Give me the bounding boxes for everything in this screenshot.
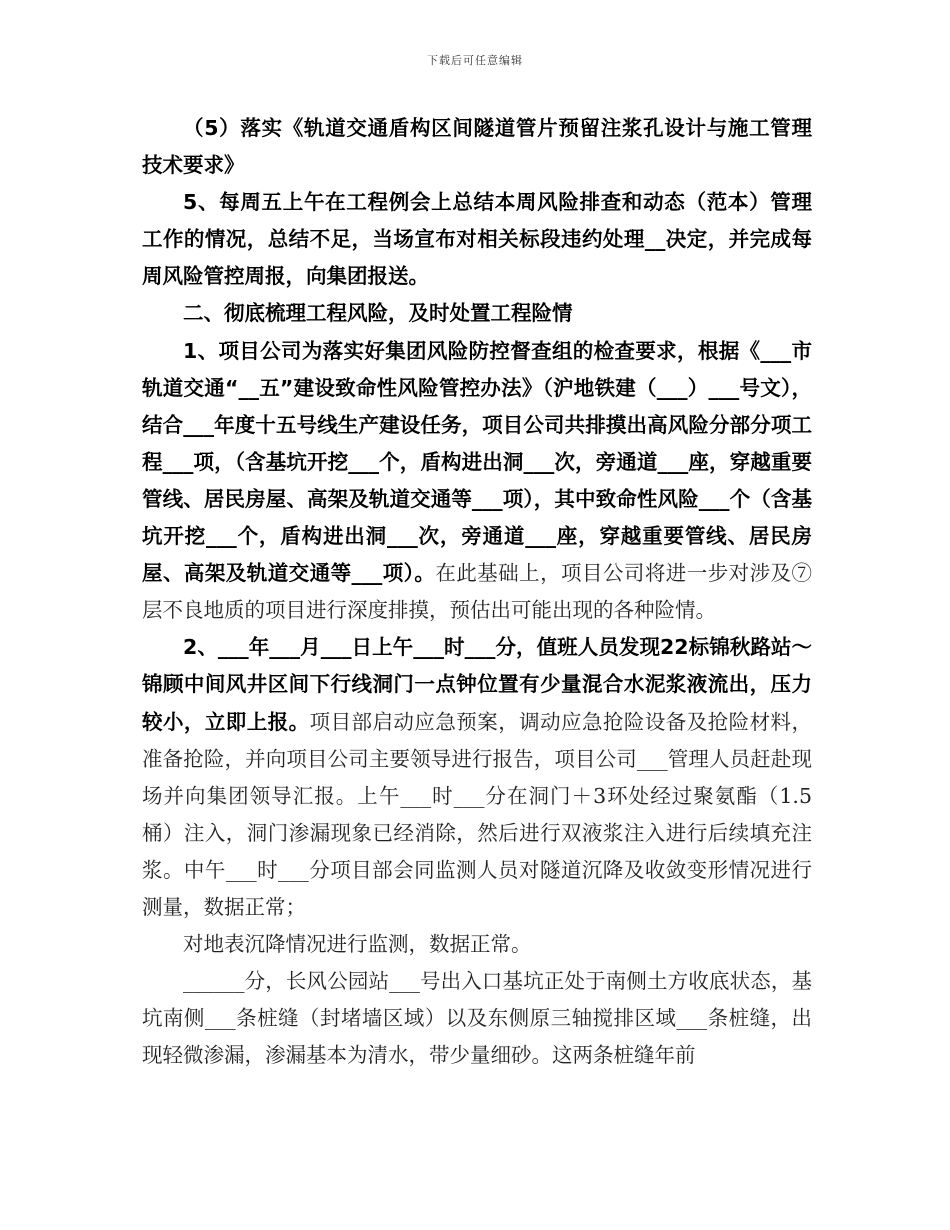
page-header: 下载后可任意编辑 (427, 54, 523, 67)
normal-text: 项目部启动应急预案，调动应急抢险设备及抢险材料，准备抢险，并向项目公司主要领导进行报告，项目公司___管理人员赶赴现场并向集团领导汇报。上午___时___分在洞门＋3环处经过聚氨酯（1.5桶）注入，洞门渗漏现象已经消除，然后进行双液浆注入进行后续填充注浆。中午___时___分项目部会同监测人员对隧道沉降及收敛变形情况进行测量，数据正常； (142, 709, 813, 919)
bold-text: 二、彻底梳理工程风险，及时处置工程险情 (183, 301, 573, 326)
paragraph-item-5 (142, 184, 812, 295)
document-body (142, 110, 812, 1074)
bold-text: 5、每周五上午在工程例会上总结本周风险排查和动态（范本）管理工作的情况，总结不足，当场宣布对相关标段违约处理__决定，并完成每周风险管控周报，向集团报送。 (142, 190, 812, 289)
paragraph-incident-report (142, 629, 812, 926)
paragraph-item-5-sub (142, 110, 812, 184)
bold-text: 2、___年___月___日上午___时___分，值班人员发现22标锦秋路站～锦顾中间风井区间下行线洞门一点钟位置有少量混合水泥浆液流出，压力较小，立即上报。 (142, 635, 812, 734)
normal-text: ______分，长风公园站___号出入口基坑正处于南侧土方收底状态，基坑南侧___条桩缝（封堵墙区域）以及东侧原三轴搅排区域___条桩缝，出现轻微渗漏，渗漏基本为清水，带少量细砂。这两条桩缝年前 (142, 969, 812, 1068)
bold-text: 1、项目公司为落实好集团风险防控督查组的检查要求，根据《___市轨道交通“__五”建设致命性风险管控办法》（沪地铁建（___）___号文），结合___年度十五号线生产建设任务，项目公司共排摸出高风险分部分项工程___项，（含基坑开挖___个，盾构进出洞___次，旁通道___座，穿越重要管线、居民房屋、高架及轨道交通等___项），其中致命性风险___个（含基坑开挖___个，盾构进出洞___次，旁通道___座，穿越重要管线、居民房屋、高架及轨道交通等___项）。 (142, 338, 812, 586)
section-heading-2 (142, 295, 812, 332)
paragraph-pit-leakage (142, 963, 812, 1074)
paragraph-surface-monitoring (142, 926, 812, 963)
normal-text: 在此基础上，项目公司将进一步对涉及⑦层不良地质的项目进行深度排摸，预估出可能出现的各种险情。 (142, 561, 813, 623)
normal-text: 对地表沉降情况进行监测，数据正常。 (183, 932, 532, 957)
paragraph-risk-survey (142, 333, 812, 630)
bold-text: （5）落实《轨道交通盾构区间隧道管片预留注浆孔设计与施工管理技术要求》 (142, 116, 812, 178)
